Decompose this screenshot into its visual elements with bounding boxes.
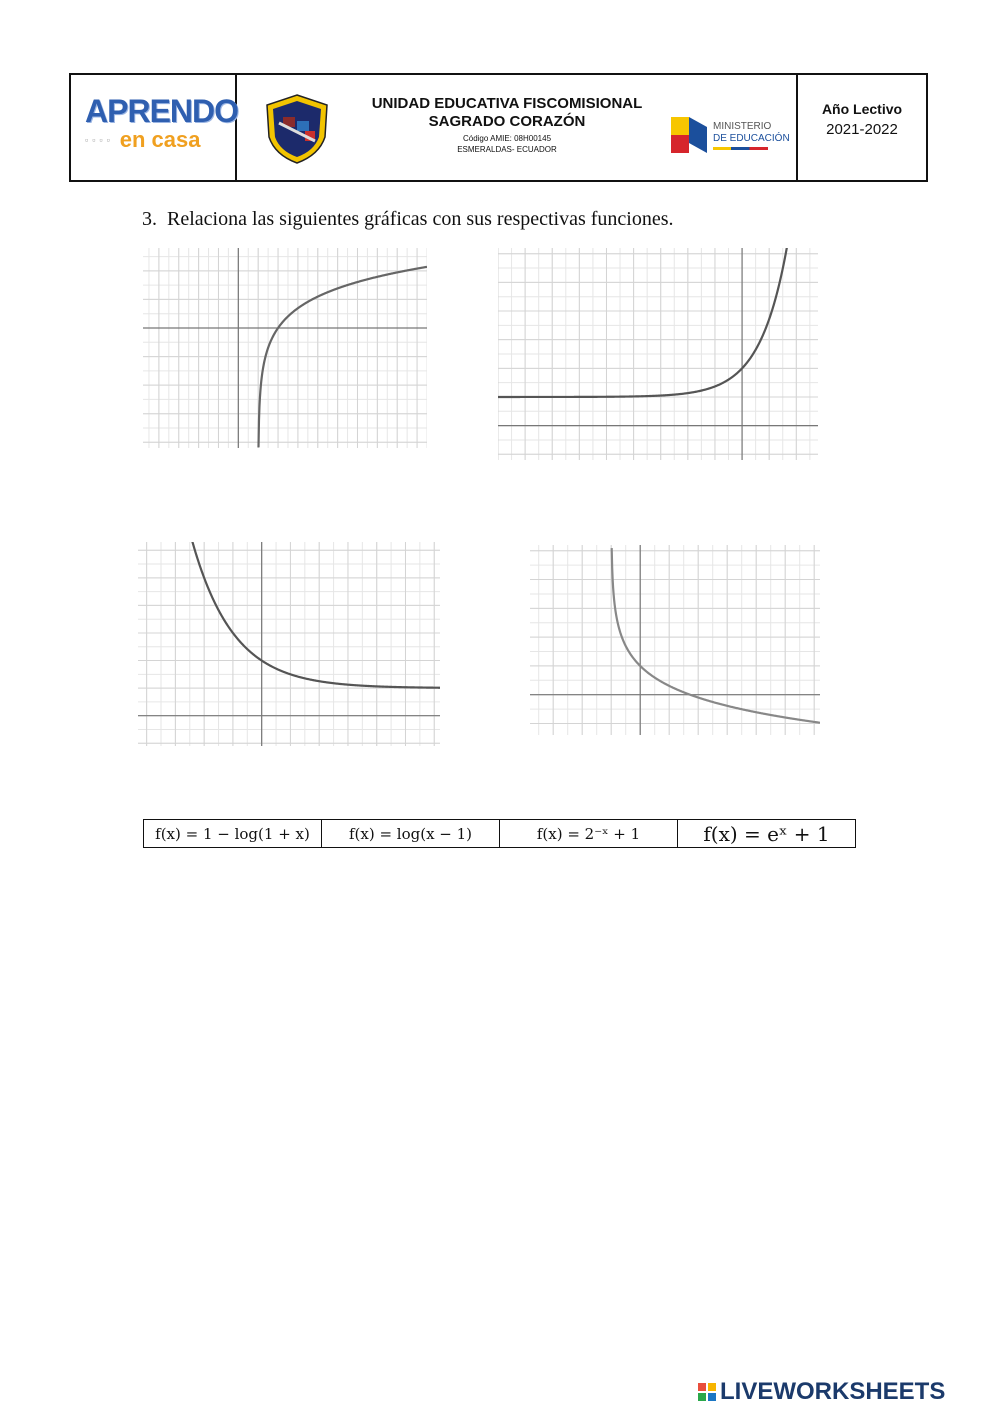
- year-value: 2021-2022: [826, 121, 898, 138]
- liveworksheets-icon: [698, 1383, 716, 1401]
- grid-lines: [498, 248, 818, 460]
- school-info-cell: [237, 75, 798, 180]
- grid-lines: [143, 248, 427, 448]
- graph-2: [498, 248, 818, 460]
- school-year-cell: [798, 75, 926, 180]
- logo-main-text: APRENDO: [85, 93, 239, 129]
- function-option-1[interactable]: f(x) = 1 − log(1 + x): [144, 820, 322, 848]
- function-curve: [498, 248, 818, 397]
- aprendo-logo-cell: [71, 75, 237, 180]
- worksheet-header: [69, 73, 928, 182]
- logo-decoration: ▫▫▫▫: [85, 135, 114, 145]
- liveworksheets-logo: [698, 1378, 945, 1406]
- grid-lines: [530, 545, 820, 735]
- function-curve: [258, 267, 427, 448]
- school-name-line2: SAGRADO CORAZÓN: [428, 113, 586, 130]
- exercise-number: 3.: [142, 208, 157, 230]
- graph-1: [143, 248, 427, 448]
- ministry-color-bar: [713, 147, 768, 150]
- logo-sub-text: en casa: [119, 127, 201, 152]
- school-code: Código AMIE: 08H00145: [462, 134, 552, 143]
- function-option-3[interactable]: f(x) = 2⁻ˣ + 1: [500, 820, 678, 848]
- instruction-text: Relaciona las siguientes gráficas con sus respectivas funciones.: [167, 208, 674, 230]
- ministry-line1: MINISTERIO: [713, 120, 772, 132]
- year-label: Año Lectivo: [821, 101, 903, 117]
- ministry-emblem-icon: [669, 113, 709, 157]
- aprendo-en-casa-logo: [85, 95, 238, 151]
- function-curve: [612, 548, 820, 723]
- school-city: ESMERALDAS- ECUADOR: [457, 145, 557, 154]
- school-name-block: [357, 95, 657, 155]
- graph-4: [530, 545, 820, 735]
- ministry-line2: DE EDUCACIÓN: [713, 132, 790, 144]
- exercise-instruction: [142, 208, 674, 231]
- function-option-2[interactable]: f(x) = log(x − 1): [322, 820, 500, 848]
- school-name-line1: UNIDAD EDUCATIVA FISCOMISIONAL: [371, 95, 643, 112]
- function-option-4[interactable]: f(x) = eˣ + 1: [678, 820, 856, 848]
- graph-3: [138, 542, 440, 746]
- ministry-logo: [669, 113, 790, 157]
- functions-table: [143, 819, 856, 848]
- liveworksheets-wordmark: LIVEWORKSHEETS: [720, 1378, 946, 1405]
- school-crest-icon: [261, 93, 333, 170]
- functions-row: [144, 820, 856, 848]
